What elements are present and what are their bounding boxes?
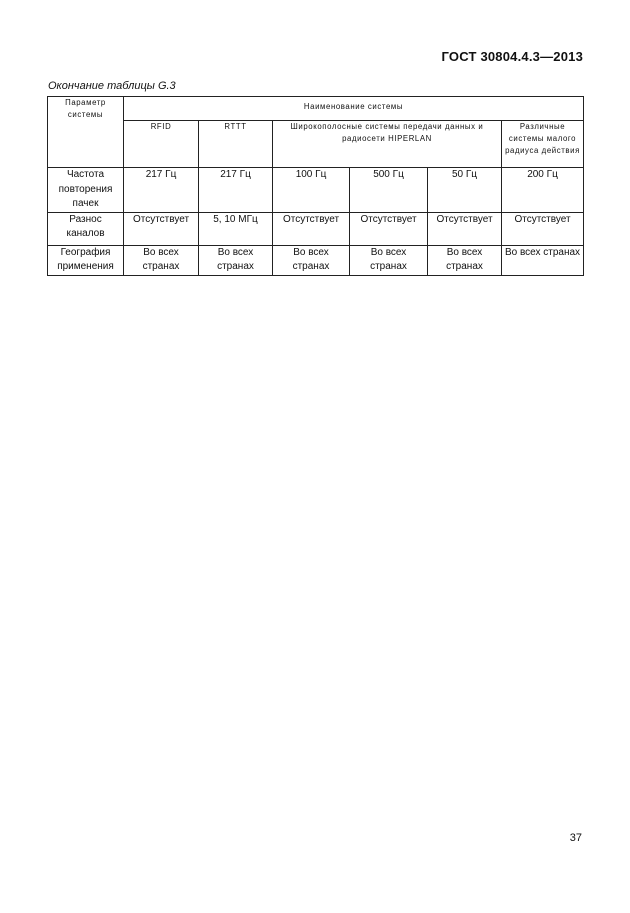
table-cell: Во всех странах — [273, 245, 350, 275]
row-label: Разнос каналов — [48, 212, 124, 245]
page-number: 37 — [569, 832, 582, 844]
table-cell: 100 Гц — [273, 168, 350, 213]
system-name-header: Наименование системы — [124, 97, 584, 121]
table-cell: Во всех странах — [502, 245, 584, 275]
table-cell: Отсутствует — [502, 212, 584, 245]
table-caption: Окончание таблицы G.3 — [48, 80, 176, 92]
table-cell: Отсутствует — [124, 212, 199, 245]
table-cell: 50 Гц — [428, 168, 502, 213]
table-cell: Во всех странах — [124, 245, 199, 275]
systems-table — [47, 96, 584, 276]
table-cell: 500 Гц — [350, 168, 428, 213]
column-header-broadband: Широкополосные системы передачи данных и радиосети HIPERLAN — [273, 121, 502, 168]
table-row — [48, 168, 584, 213]
row-label: География применения — [48, 245, 124, 275]
document-standard-header: ГОСТ 30804.4.3—2013 — [441, 49, 583, 64]
column-header-rfid: RFID — [124, 121, 199, 168]
table-cell: Отсутствует — [428, 212, 502, 245]
table-cell: 200 Гц — [502, 168, 584, 213]
table-cell: Отсутствует — [273, 212, 350, 245]
table-row — [48, 245, 584, 275]
table-cell: 217 Гц — [124, 168, 199, 213]
table-cell: 5, 10 МГц — [199, 212, 273, 245]
column-header-rttt: RTTT — [199, 121, 273, 168]
table-row — [48, 212, 584, 245]
table-cell: Во всех странах — [428, 245, 502, 275]
table-cell: Отсутствует — [350, 212, 428, 245]
column-header-short-range: Различные системы малого радиуса действия — [502, 121, 584, 168]
table-cell: 217 Гц — [199, 168, 273, 213]
row-label: Частота повторения пачек — [48, 168, 124, 213]
table-cell: Во всех странах — [199, 245, 273, 275]
param-header: Параметр системы — [48, 97, 124, 168]
table-cell: Во всех странах — [350, 245, 428, 275]
